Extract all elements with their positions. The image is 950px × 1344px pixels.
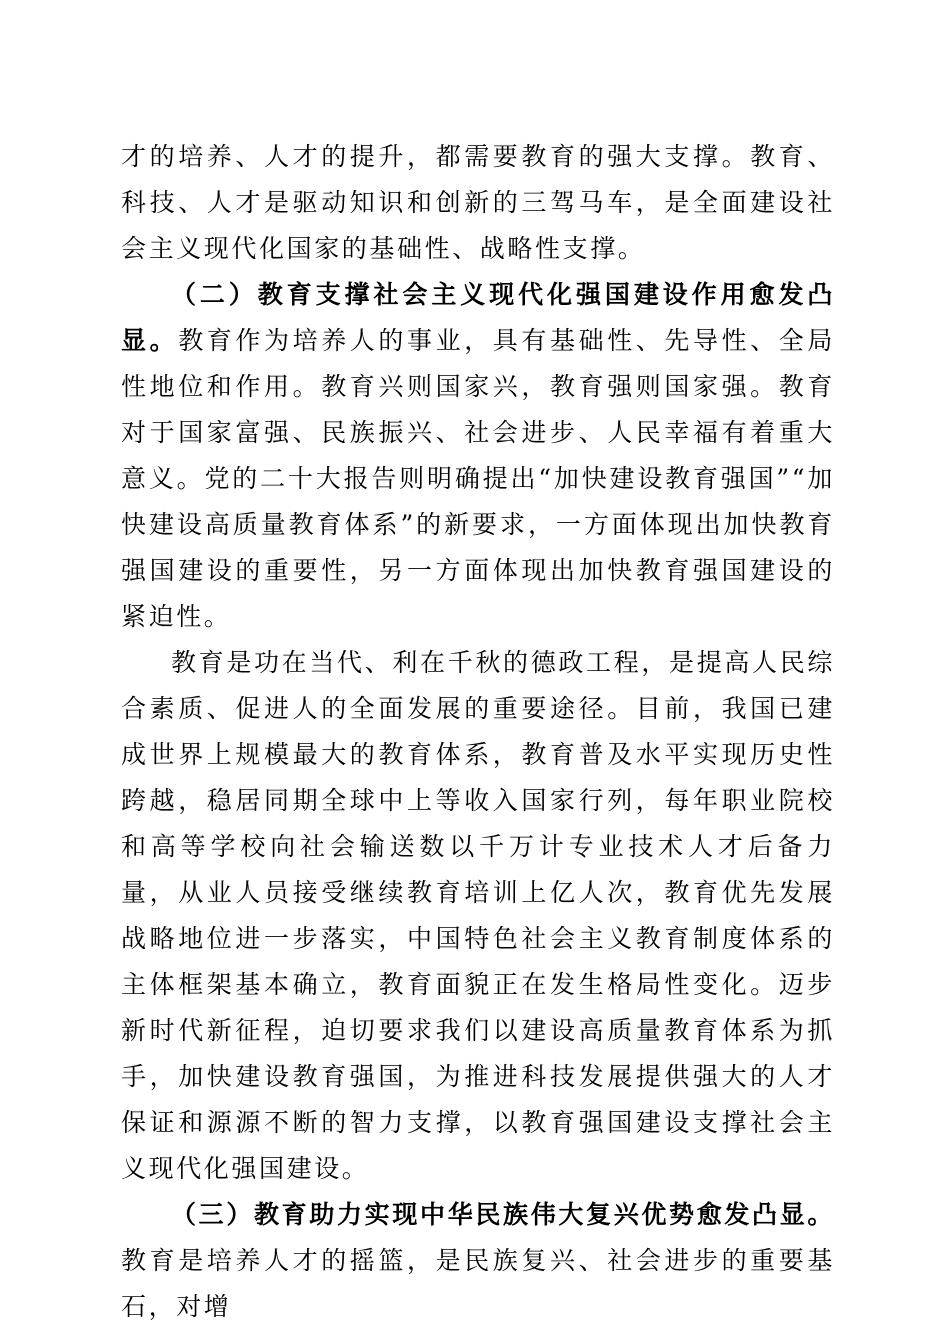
paragraph-4	[121, 1192, 835, 1330]
paragraph-2	[121, 272, 835, 640]
paragraph-1-text: 才的培养、人才的提升，都需要教育的强大支撑。教育、科技、人才是驱动知识和创新的三驾马车，是全面建设社会主义现代化国家的基础性、战略性支撑。	[121, 142, 835, 263]
section-heading-2: （二）教育支撑社会主义现代化强国建设作用愈发凸显。	[121, 280, 835, 355]
paragraph-1	[121, 134, 835, 272]
document-body	[121, 134, 835, 1330]
paragraph-4-text: 教育是培养人才的摇篮，是民族复兴、社会进步的重要基石，对增	[121, 1246, 835, 1321]
section-heading-3: （三）教育助力实现中华民族伟大复兴优势愈发凸显。	[171, 1200, 835, 1229]
paragraph-2-text: 教育作为培养人的事业，具有基础性、先导性、全局性地位和作用。教育兴则国家兴，教育强则国家强。教育对于国家富强、民族振兴、社会进步、人民幸福有着重大意义。党的二十大报告则明确提出“加快建设教育强国”“加快建设高质量教育体系”的新要求，一方面体现出加快教育强国建设的重要性，另一方面体现出加快教育强国建设的紧迫性。	[121, 326, 835, 631]
paragraph-3	[121, 640, 835, 1192]
paragraph-3-text: 教育是功在当代、利在千秋的德政工程，是提高人民综合素质、促进人的全面发展的重要途径。目前，我国已建成世界上规模最大的教育体系，教育普及水平实现历史性跨越，稳居同期全球中上等收入国家行列，每年职业院校和高等学校向社会输送数以千万计专业技术人才后备力量，从业人员接受继续教育培训上亿人次，教育优先发展战略地位进一步落实，中国特色社会主义教育制度体系的主体框架基本确立，教育面貌正在发生格局性变化。迈步新时代新征程，迫切要求我们以建设高质量教育体系为抓手，加快建设教育强国，为推进科技发展提供强大的人才保证和源源不断的智力支撑，以教育强国建设支撑社会主义现代化强国建设。	[121, 648, 835, 1183]
